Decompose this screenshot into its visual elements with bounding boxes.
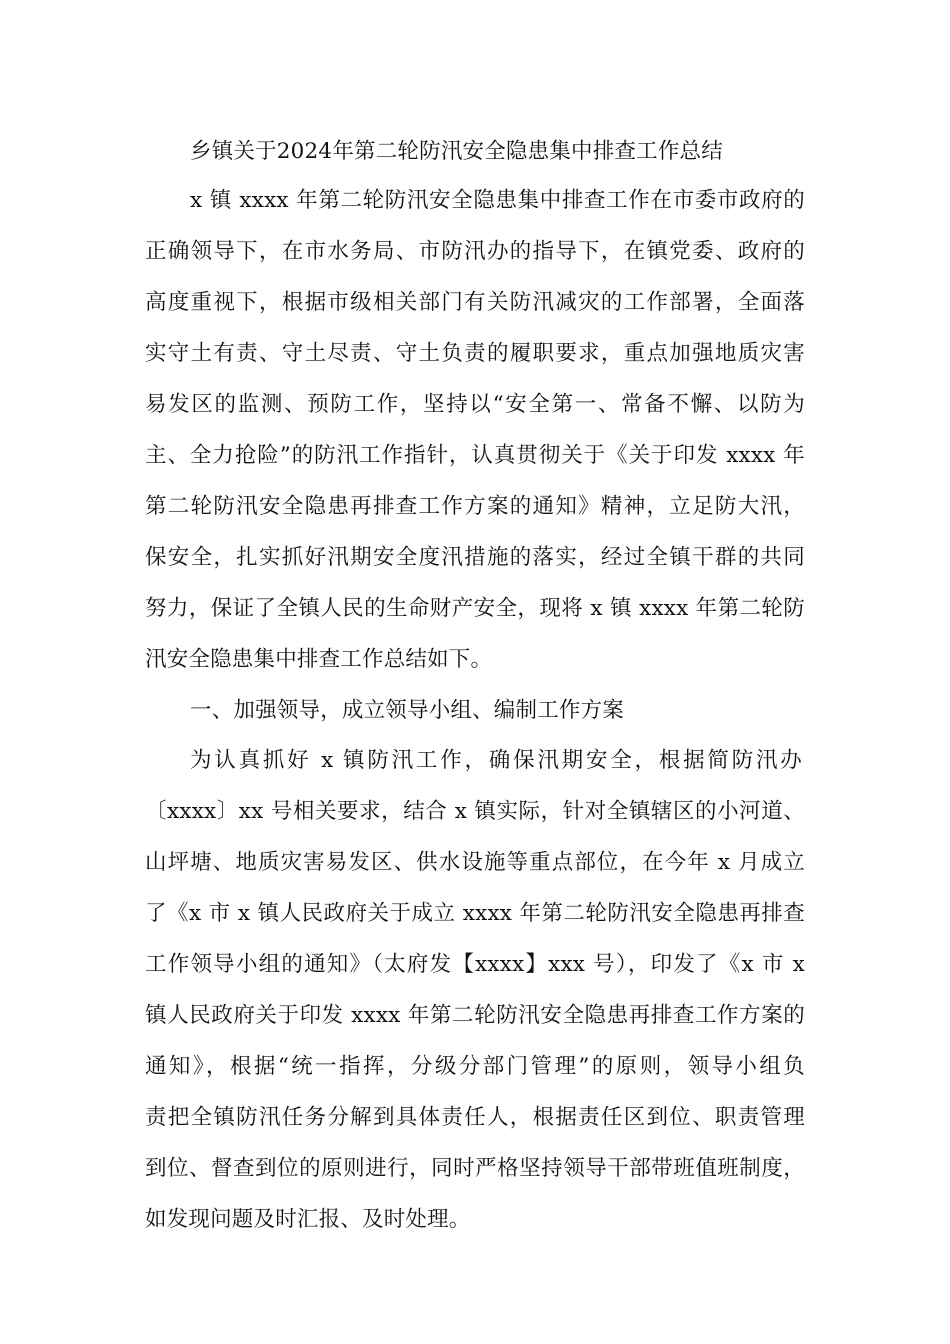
document-title: 乡镇关于2024年第二轮防汛安全隐患集中排查工作总结 <box>190 139 723 164</box>
paragraph-2-line-10: 如发现问题及时汇报、及时处理。 <box>145 1207 471 1232</box>
paragraph-1-line-6: 主、全力抢险”的防汛工作指针，认真贯彻关于《关于印发 xxxx 年 <box>145 443 805 468</box>
paragraph-1-line-5: 易发区的监测、预防工作，坚持以“安全第一、常备不懈、以防为 <box>145 392 805 417</box>
paragraph-2-line-8: 责把全镇防汛任务分解到具体责任人，根据责任区到位、职责管理 <box>145 1105 805 1130</box>
paragraph-2-line-5: 工作领导小组的通知》（太府发【xxxx】xxx 号），印发了《x 市 x <box>145 952 805 977</box>
paragraph-2-line-4: 了《x 市 x 镇人民政府关于成立 xxxx 年第二轮防汛安全隐患再排查 <box>145 901 805 926</box>
paragraph-2-line-2: 〔xxxx〕xx 号相关要求，结合 x 镇实际，针对全镇辖区的小河道、 <box>145 799 805 824</box>
paragraph-2-line-1: 为认真抓好 x 镇防汛工作，确保汛期安全，根据简防汛办 <box>190 748 802 773</box>
paragraph-1-line-8: 保安全，扎实抓好汛期安全度汛措施的落实，经过全镇干群的共同 <box>145 545 805 570</box>
paragraph-2-line-9: 到位、督查到位的原则进行，同时严格坚持领导干部带班值班制度， <box>145 1156 805 1181</box>
paragraph-1-line-1: x 镇 xxxx 年第二轮防汛安全隐患集中排查工作在市委市政府的 <box>190 188 805 213</box>
paragraph-1-line-4: 实守土有责、守土尽责、守土负责的履职要求，重点加强地质灾害 <box>145 341 805 366</box>
paragraph-1-line-10: 汛安全隐患集中排查工作总结如下。 <box>145 647 493 672</box>
paragraph-1-line-2: 正确领导下，在市水务局、市防汛办的指导下，在镇党委、政府的 <box>145 239 805 264</box>
paragraph-1-line-7: 第二轮防汛安全隐患再排查工作方案的通知》精神，立足防大汛， <box>145 494 805 519</box>
paragraph-1-line-3: 高度重视下，根据市级相关部门有关防汛减灾的工作部署，全面落 <box>145 290 805 315</box>
paragraph-1-line-9: 努力，保证了全镇人民的生命财产安全，现将 x 镇 xxxx 年第二轮防 <box>145 596 805 621</box>
section-heading-1: 一、加强领导，成立领导小组、编制工作方案 <box>190 698 625 723</box>
paragraph-2-line-3: 山坪塘、地质灾害易发区、供水设施等重点部位，在今年 x 月成立 <box>145 850 805 875</box>
paragraph-2-line-7: 通知》，根据“统一指挥，分级分部门管理”的原则，领导小组负 <box>145 1054 805 1079</box>
paragraph-2-line-6: 镇人民政府关于印发 xxxx 年第二轮防汛安全隐患再排查工作方案的 <box>145 1003 805 1028</box>
